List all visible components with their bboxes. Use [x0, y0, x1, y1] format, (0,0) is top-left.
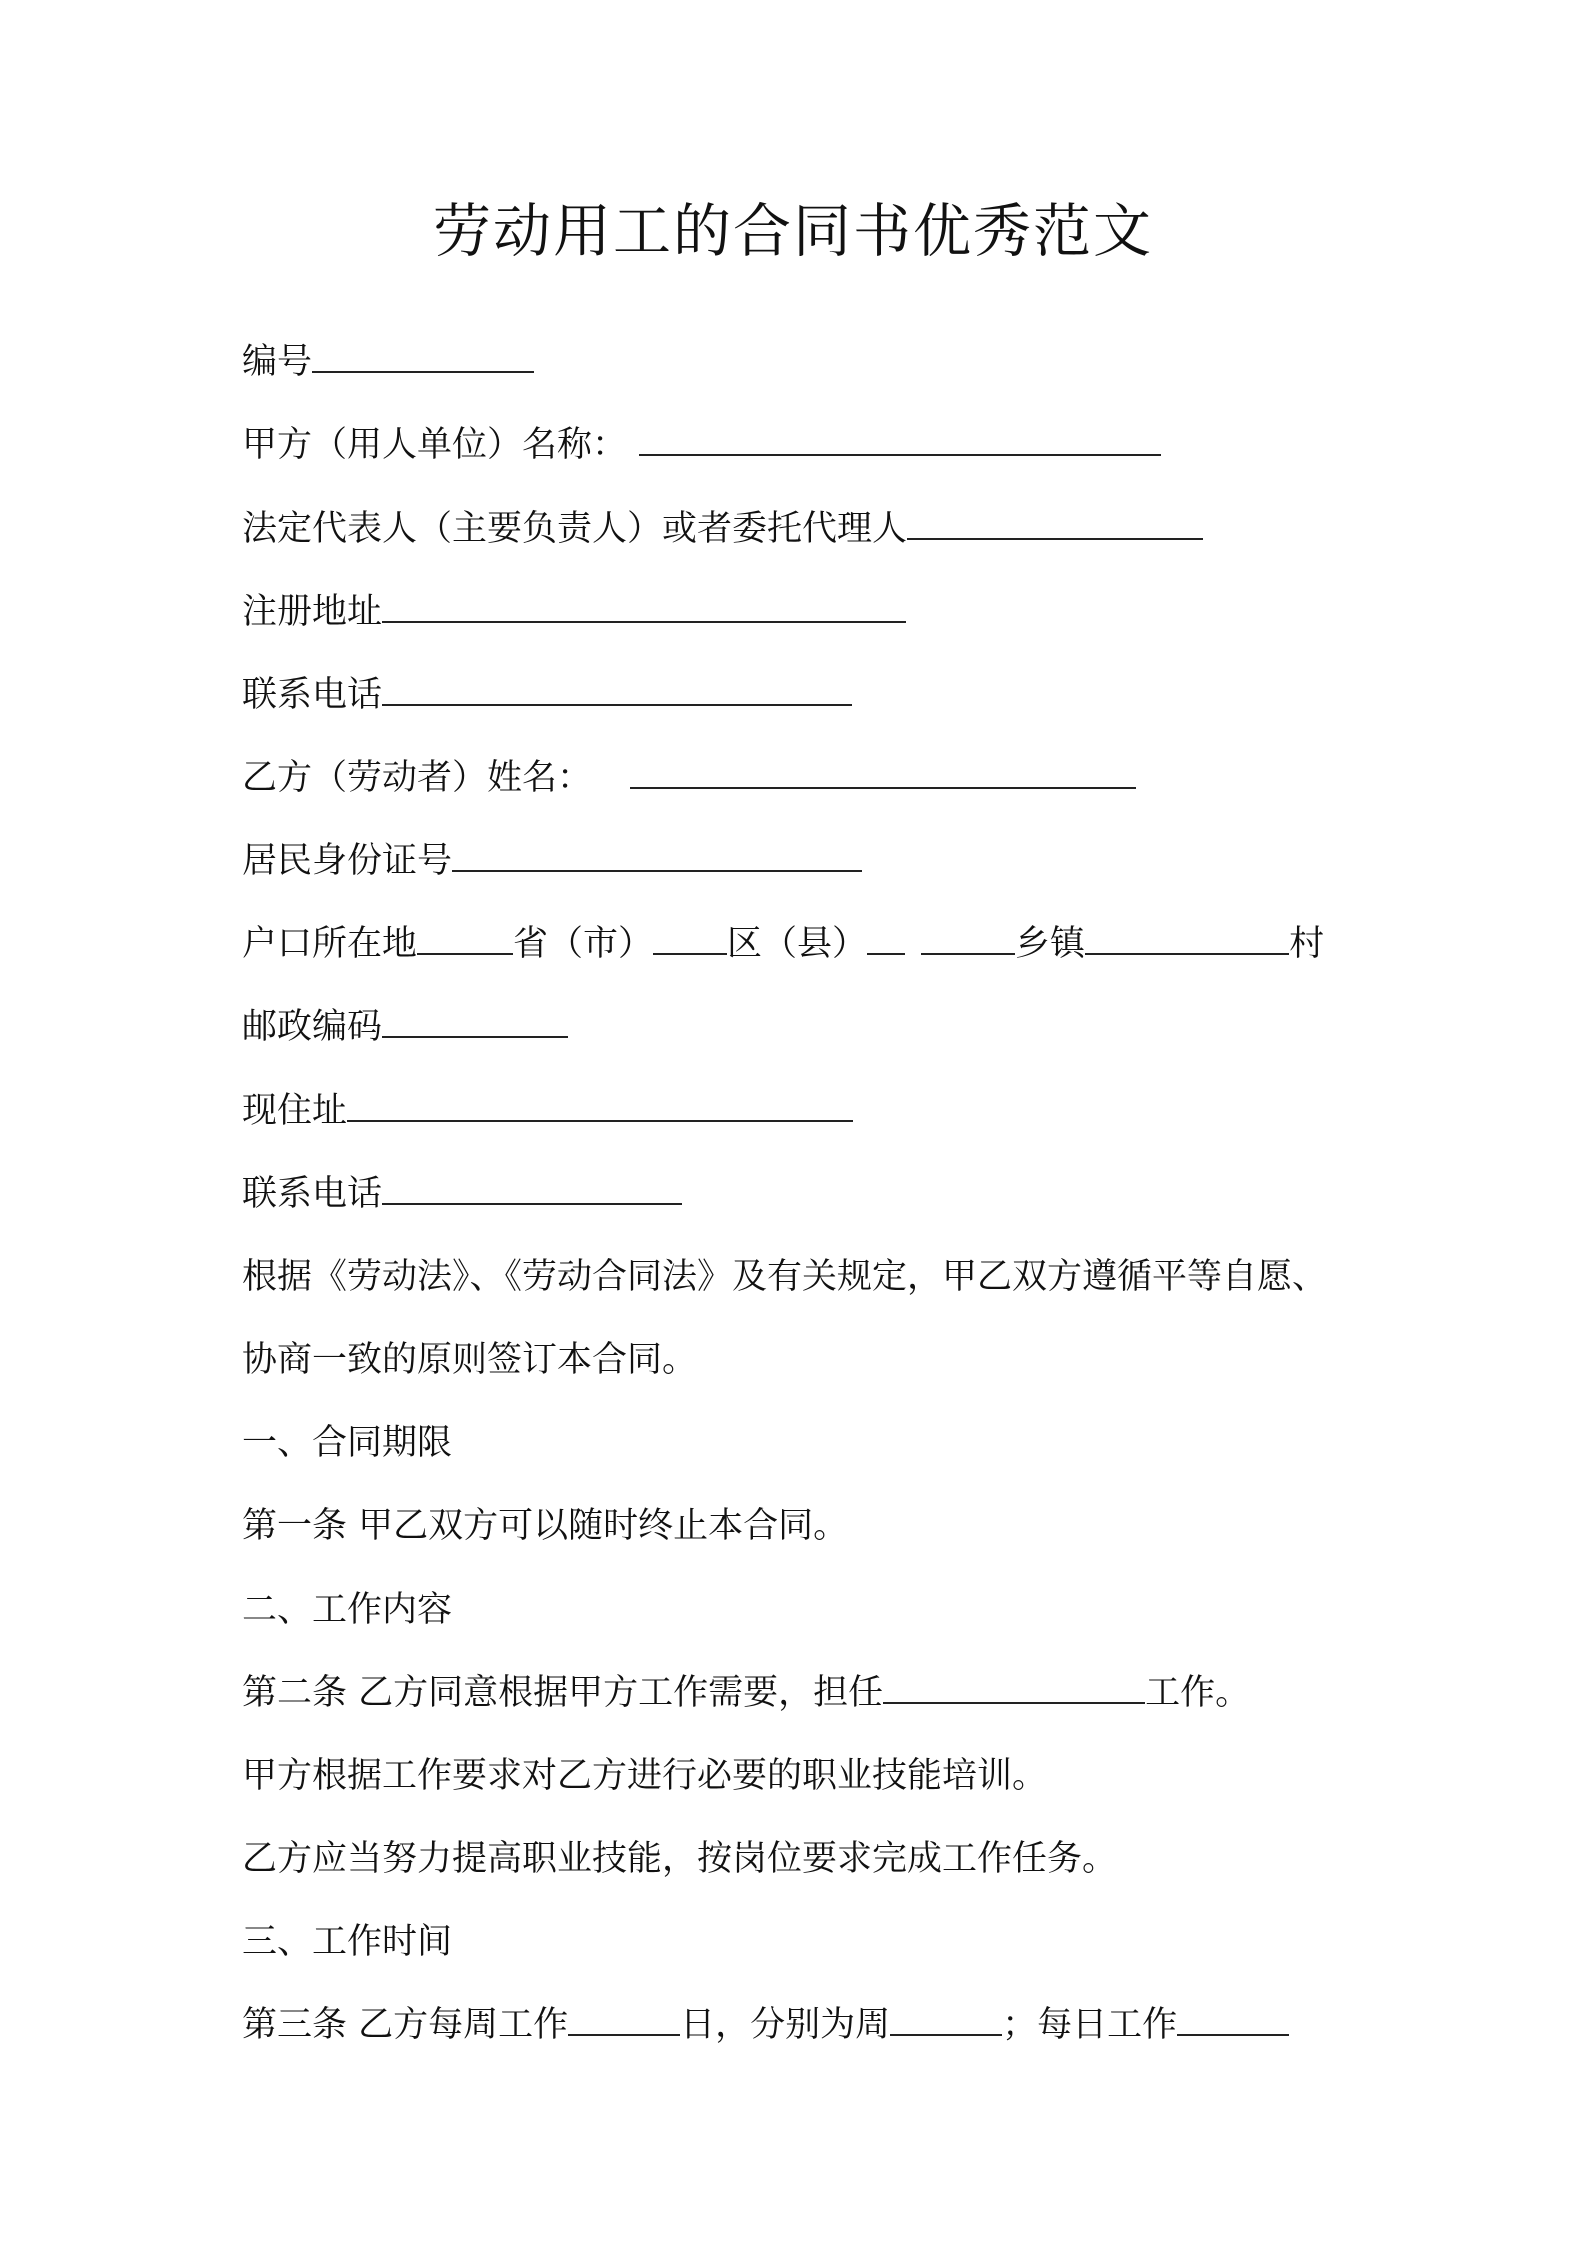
party-b-name-label: 乙方（劳动者）姓名： — [242, 758, 593, 798]
party-a-phone-blank[interactable] — [382, 674, 852, 706]
postcode-label: 邮政编码 — [242, 1007, 383, 1047]
section-2-heading: 二、工作内容 — [242, 1590, 453, 1630]
number-blank[interactable] — [312, 341, 534, 373]
field-id-number — [242, 837, 862, 885]
job-title-blank[interactable] — [883, 1672, 1145, 1704]
article-2-prefix: 第二条 乙方同意根据甲方工作需要，担任 — [242, 1673, 884, 1713]
field-legal-rep — [242, 505, 1203, 553]
legal-rep-label: 法定代表人（主要负责人）或者委托代理人 — [242, 509, 908, 549]
field-party-a-name — [242, 421, 1161, 469]
party-b-phone-label: 联系电话 — [242, 1174, 383, 1214]
field-number — [242, 338, 534, 386]
article-3-prefix: 第三条 乙方每周工作 — [242, 2005, 569, 2045]
article-2-suffix: 工作。 — [1145, 1673, 1251, 1713]
hukou-village-label: 村 — [1289, 924, 1325, 964]
section-1-heading: 一、合同期限 — [242, 1423, 453, 1463]
preamble-line-2: 协商一致的原则签订本合同。 — [242, 1340, 698, 1380]
party-a-phone-label: 联系电话 — [242, 675, 383, 715]
hukou-district-blank[interactable] — [653, 923, 727, 955]
party-b-phone-blank[interactable] — [382, 1173, 682, 1205]
article-3 — [242, 2001, 1289, 2049]
article-1: 第一条 甲乙双方可以随时终止本合同。 — [242, 1506, 849, 1546]
reg-address-label: 注册地址 — [242, 592, 383, 632]
postcode-blank[interactable] — [382, 1006, 568, 1038]
field-reg-address — [242, 588, 906, 636]
article-2 — [242, 1669, 1250, 1717]
field-number-label: 编号 — [242, 342, 313, 382]
hukou-province-blank[interactable] — [417, 923, 513, 955]
field-postcode — [242, 1003, 568, 1051]
field-current-address — [242, 1087, 853, 1135]
party-a-name-blank[interactable] — [639, 424, 1161, 456]
reg-address-blank[interactable] — [382, 591, 906, 623]
id-number-label: 居民身份证号 — [242, 841, 453, 881]
section-3-heading: 三、工作时间 — [242, 1922, 453, 1962]
article-3-mid-1: 日，分别为周 — [680, 2005, 891, 2045]
hukou-district-label: 区（县） — [727, 924, 868, 964]
id-number-blank[interactable] — [452, 840, 862, 872]
hukou-district-extra-blank[interactable] — [867, 923, 905, 955]
legal-rep-blank[interactable] — [907, 508, 1203, 540]
article-2-paragraph-3: 乙方应当努力提高职业技能，按岗位要求完成工作任务。 — [242, 1839, 1118, 1879]
hours-per-day-blank[interactable] — [1177, 2004, 1289, 2036]
article-2-paragraph-2: 甲方根据工作要求对乙方进行必要的职业技能培训。 — [242, 1756, 1048, 1796]
weekdays-blank[interactable] — [890, 2004, 1002, 2036]
document-title: 劳动用工的合同书优秀范文 — [432, 197, 1153, 265]
party-a-name-label: 甲方（用人单位）名称： — [242, 425, 628, 465]
field-party-b-name — [242, 754, 1136, 802]
days-per-week-blank[interactable] — [568, 2004, 680, 2036]
hukou-village-blank[interactable] — [1085, 923, 1289, 955]
current-address-label: 现住址 — [242, 1091, 348, 1131]
field-party-a-phone — [242, 671, 852, 719]
party-b-name-blank[interactable] — [630, 757, 1136, 789]
hukou-town-label: 乡镇 — [1015, 924, 1086, 964]
field-party-b-phone — [242, 1170, 682, 1218]
field-hukou — [242, 920, 1324, 968]
hukou-province-label: 省（市） — [513, 924, 654, 964]
hukou-label: 户口所在地 — [242, 924, 418, 964]
current-address-blank[interactable] — [347, 1090, 853, 1122]
preamble-line-1: 根据《劳动法》、《劳动合同法》及有关规定，甲乙双方遵循平等自愿、 — [242, 1257, 1328, 1297]
article-3-mid-2: ；每日工作 — [1002, 2005, 1178, 2045]
hukou-town-blank[interactable] — [921, 923, 1015, 955]
